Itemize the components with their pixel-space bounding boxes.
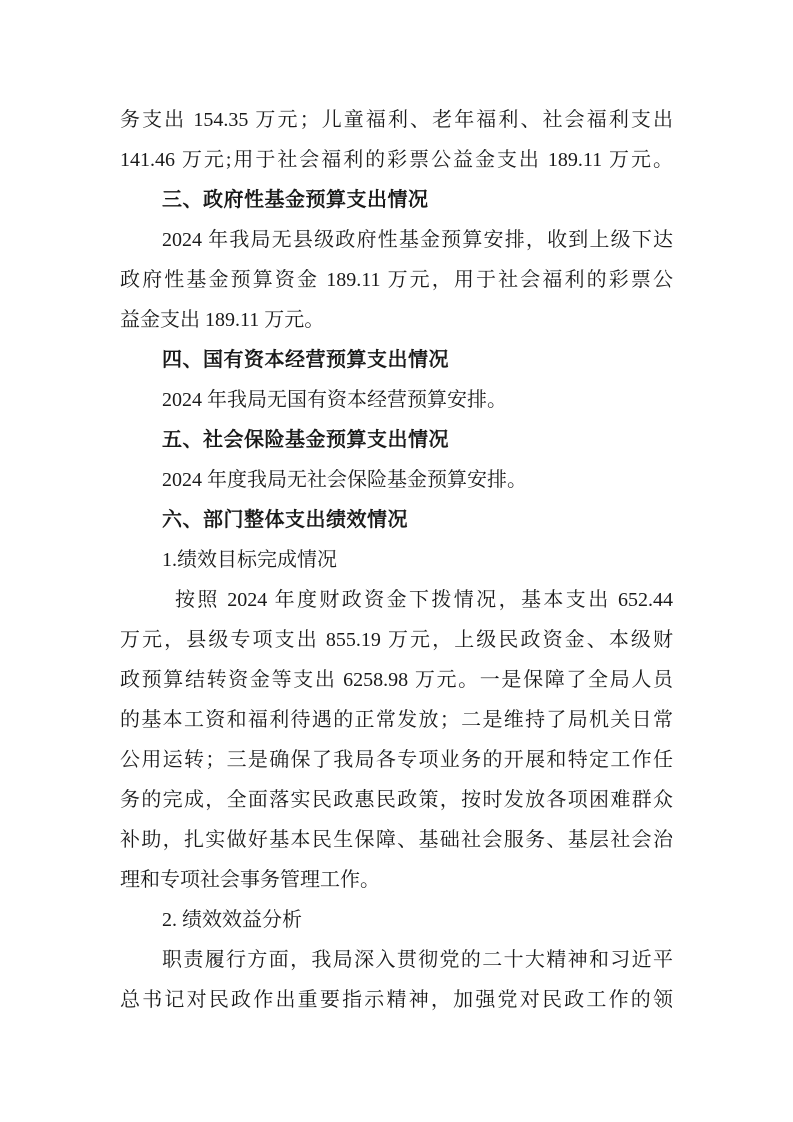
paragraph-line: 益金支出 189.11 万元。	[120, 309, 325, 331]
subsection-2	[120, 900, 673, 1020]
section-heading: 四、国有资本经营预算支出情况	[162, 349, 449, 371]
section-heading: 五、社会保险基金预算支出情况	[162, 429, 449, 451]
paragraph-line: 务支出 154.35 万元；儿童福利、老年福利、社会福利支出	[120, 109, 673, 131]
subsection-1	[120, 540, 673, 900]
section-heading: 六、部门整体支出绩效情况	[162, 509, 408, 531]
section-6	[120, 500, 673, 1020]
paragraph	[120, 220, 673, 340]
paragraph-line: 政府性基金预算资金 189.11 万元，用于社会福利的彩票公	[120, 269, 673, 291]
paragraph-line: 补助，扎实做好基本民生保障、基础社会服务、基层社会治	[120, 829, 673, 851]
paragraph-line: 2024 年我局无县级政府性基金预算安排，收到上级下达	[162, 229, 673, 251]
paragraph-line: 2024 年度我局无社会保险基金预算安排。	[162, 469, 527, 491]
section-5	[120, 420, 673, 500]
subsection-heading: 1.绩效目标完成情况	[162, 549, 337, 571]
paragraph-line: 2024 年我局无国有资本经营预算安排。	[162, 389, 507, 411]
paragraph-line: 总书记对民政作出重要指示精神，加强党对民政工作的领	[120, 989, 673, 1011]
paragraph	[120, 460, 673, 500]
paragraph	[120, 100, 673, 180]
paragraph-line: 按照 2024 年度财政资金下拨情况，基本支出 652.44	[175, 589, 673, 611]
subsection-heading: 2. 绩效效益分析	[162, 909, 302, 931]
paragraph-line: 职责履行方面，我局深入贯彻党的二十大精神和习近平	[162, 949, 673, 971]
paragraph	[120, 380, 673, 420]
paragraph-line: 万元，县级专项支出 855.19 万元，上级民政资金、本级财	[120, 629, 673, 651]
paragraph-line: 公用运转；三是确保了我局各专项业务的开展和特定工作任	[120, 749, 673, 771]
section-3	[120, 180, 673, 340]
paragraph-line: 理和专项社会事务管理工作。	[120, 869, 380, 891]
section-4	[120, 340, 673, 420]
paragraph	[120, 940, 673, 1020]
document-body	[120, 100, 673, 1020]
paragraph-line: 政预算结转资金等支出 6258.98 万元。一是保障了全局人员	[120, 669, 673, 691]
paragraph-line: 141.46 万元;用于社会福利的彩票公益金支出 189.11 万元。	[120, 149, 673, 171]
paragraph	[120, 580, 673, 900]
section-heading: 三、政府性基金预算支出情况	[162, 189, 429, 211]
paragraph-line: 的基本工资和福利待遇的正常发放；二是维持了局机关日常	[120, 709, 673, 731]
paragraph-line: 务的完成，全面落实民政惠民政策，按时发放各项困难群众	[120, 789, 673, 811]
